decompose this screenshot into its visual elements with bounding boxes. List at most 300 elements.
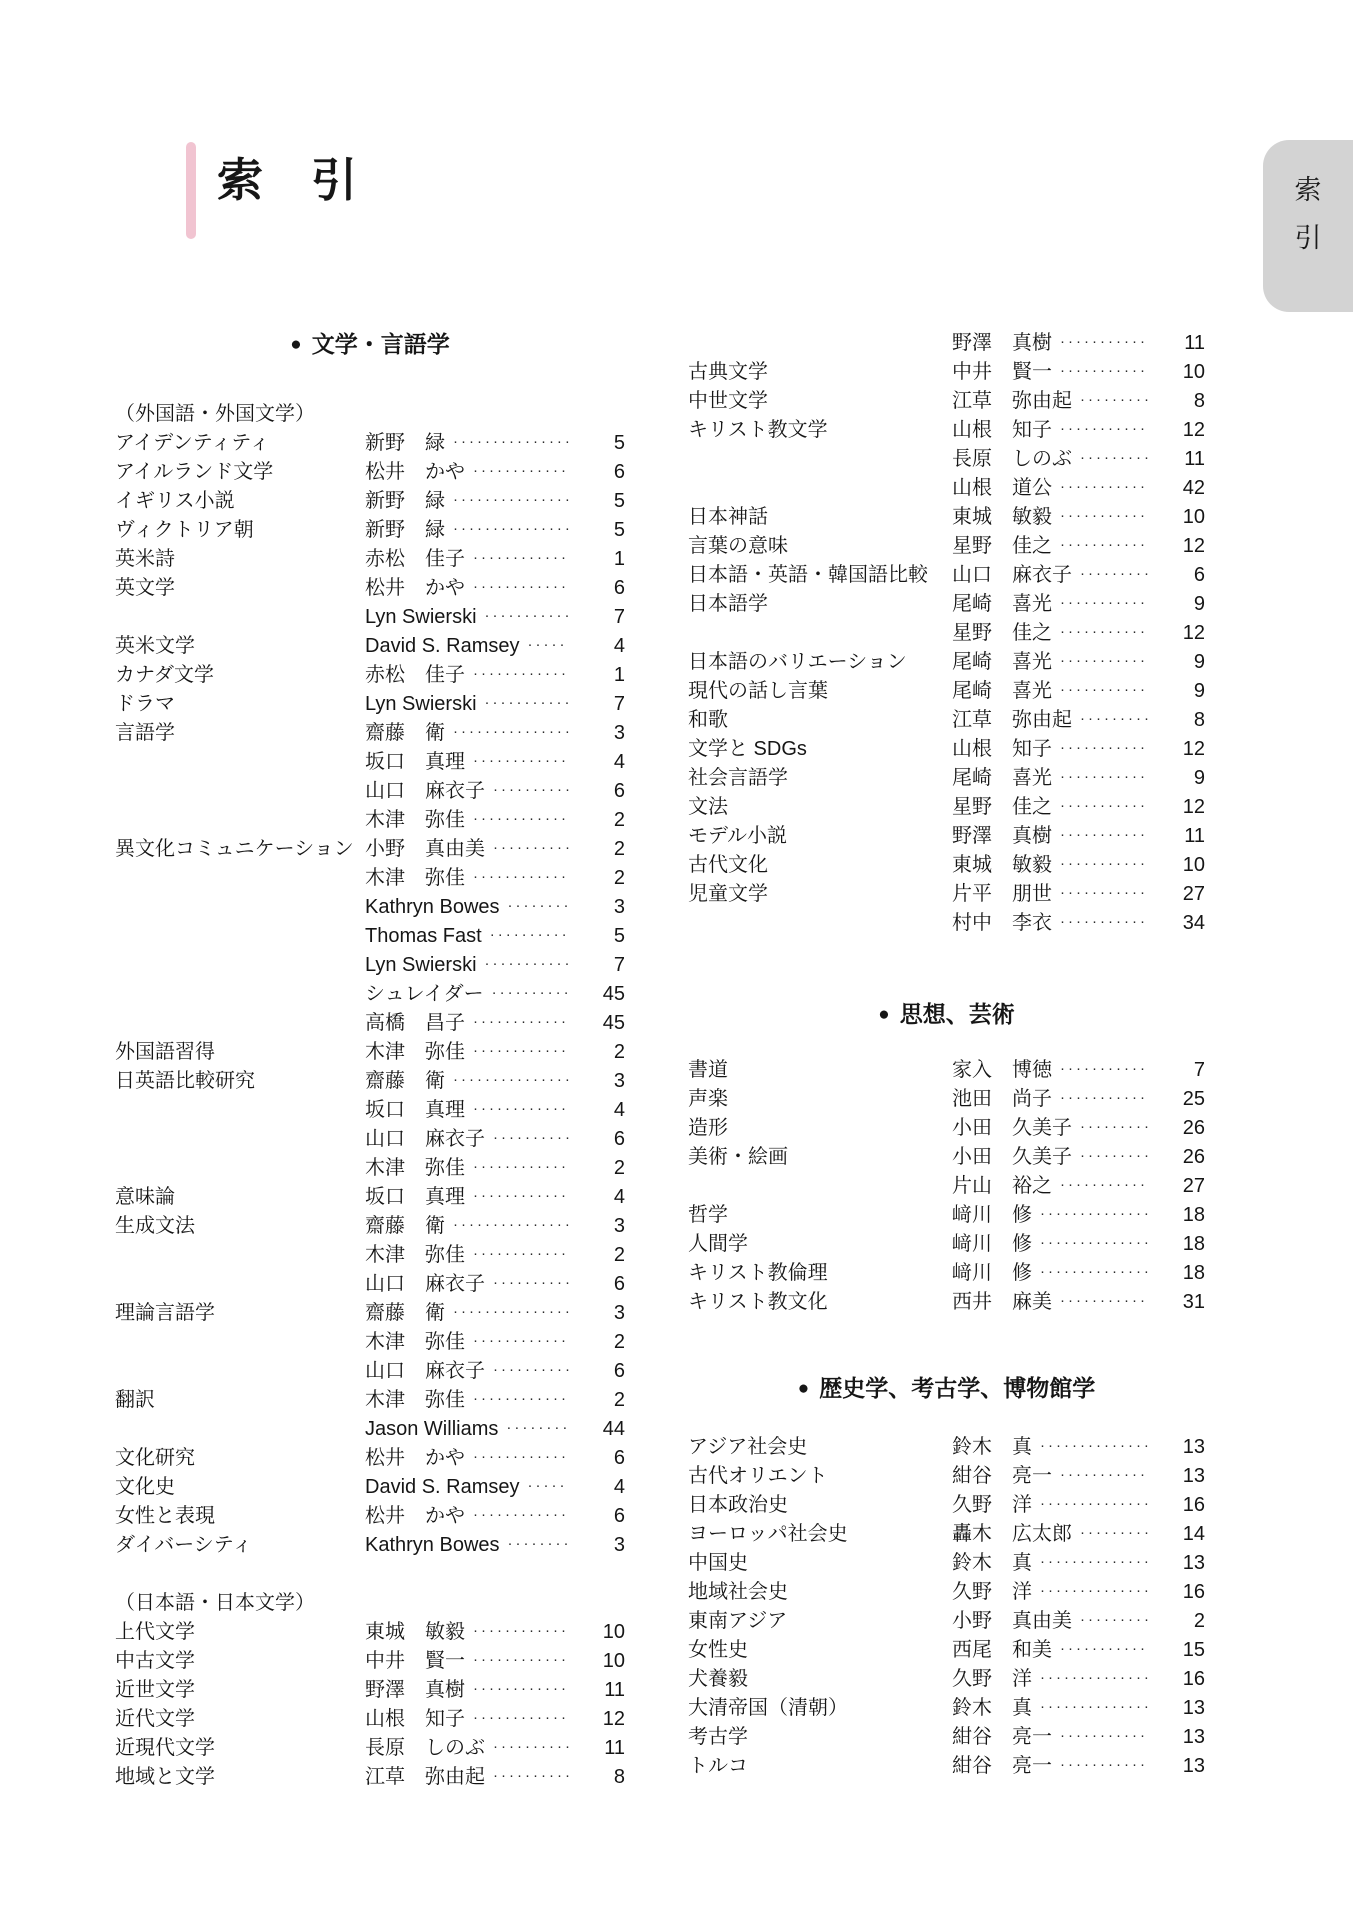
index-row bbox=[115, 661, 625, 690]
dot-leader bbox=[1080, 1141, 1149, 1170]
page-number: 9 bbox=[1193, 651, 1205, 673]
index-row bbox=[115, 1357, 625, 1386]
index-term: 英文学 bbox=[115, 577, 175, 599]
dot-leader bbox=[473, 1500, 569, 1529]
index-rows-history bbox=[688, 1433, 1205, 1781]
author-name: 西井 麻美 bbox=[952, 1291, 1052, 1313]
index-term: 文化研究 bbox=[115, 1447, 195, 1469]
author-name: 木津 弥佳 bbox=[365, 867, 465, 889]
author-name: 齋藤 衛 bbox=[365, 1302, 445, 1324]
page-number: 42 bbox=[1182, 477, 1205, 499]
page-number: 12 bbox=[1182, 738, 1205, 760]
page-number: 45 bbox=[602, 1012, 625, 1034]
dot-leader bbox=[473, 659, 569, 688]
index-row bbox=[688, 1491, 1205, 1520]
index-row bbox=[115, 516, 625, 545]
subsection-heading-japanese: （日本語・日本文学） bbox=[115, 1592, 315, 1614]
index-row bbox=[115, 1067, 625, 1096]
index-row bbox=[688, 590, 1205, 619]
author-name: Lyn Swierski bbox=[365, 954, 477, 976]
author-name: Kathryn Bowes bbox=[365, 896, 500, 918]
author-name: 山根 知子 bbox=[952, 419, 1052, 441]
author-name: 赤松 佳子 bbox=[365, 664, 465, 686]
page-number: 13 bbox=[1182, 1726, 1205, 1748]
author-name: David S. Ramsey bbox=[365, 1476, 520, 1498]
index-row bbox=[115, 806, 625, 835]
page-number: 10 bbox=[1182, 506, 1205, 528]
page-number: 25 bbox=[1182, 1088, 1205, 1110]
author-name: 紺谷 亮一 bbox=[952, 1726, 1052, 1748]
dot-leader bbox=[1040, 1576, 1149, 1605]
author-name: 松井 かや bbox=[365, 1447, 465, 1469]
page-number: 4 bbox=[613, 1186, 625, 1208]
dot-leader bbox=[508, 891, 569, 920]
index-row bbox=[688, 619, 1205, 648]
index-row bbox=[688, 445, 1205, 474]
index-term: 日本語学 bbox=[688, 593, 768, 615]
author-name: 久野 洋 bbox=[952, 1494, 1032, 1516]
page-number: 5 bbox=[613, 519, 625, 541]
author-name: 尾崎 喜光 bbox=[952, 651, 1052, 673]
author-name: 齋藤 衛 bbox=[365, 722, 445, 744]
author-name: 久野 洋 bbox=[952, 1581, 1032, 1603]
author-name: 江草 弥由起 bbox=[365, 1766, 485, 1788]
author-name: 中井 賢一 bbox=[952, 361, 1052, 383]
page-number: 3 bbox=[613, 896, 625, 918]
index-term: 女性史 bbox=[688, 1639, 748, 1661]
index-term: カナダ文学 bbox=[115, 664, 214, 686]
index-term: 近世文学 bbox=[115, 1679, 195, 1701]
page-number: 10 bbox=[1182, 854, 1205, 876]
index-term: 女性と表現 bbox=[115, 1505, 215, 1527]
page-number: 12 bbox=[1182, 796, 1205, 818]
page-number: 13 bbox=[1182, 1755, 1205, 1777]
dot-leader bbox=[473, 543, 569, 572]
page-number: 3 bbox=[613, 1534, 625, 1556]
dot-leader bbox=[473, 572, 569, 601]
index-row bbox=[115, 574, 625, 603]
index-row bbox=[688, 1636, 1205, 1665]
index-term: 外国語習得 bbox=[115, 1041, 215, 1063]
index-rows-japanese bbox=[115, 1618, 625, 1792]
page-number: 26 bbox=[1182, 1117, 1205, 1139]
index-row bbox=[688, 1085, 1205, 1114]
page-number: 13 bbox=[1182, 1552, 1205, 1574]
side-tab-label-1: 索 bbox=[1294, 175, 1322, 205]
author-name: 坂口 真理 bbox=[365, 751, 465, 773]
index-row bbox=[688, 329, 1205, 358]
page-number: 2 bbox=[613, 1244, 625, 1266]
page-number: 6 bbox=[613, 780, 625, 802]
dot-leader bbox=[1060, 1083, 1149, 1112]
author-name: 小田 久美子 bbox=[952, 1146, 1072, 1168]
author-name: 山口 麻衣子 bbox=[365, 1360, 485, 1382]
index-term: 古典文学 bbox=[688, 361, 768, 383]
dot-leader bbox=[453, 717, 569, 746]
index-row bbox=[688, 1230, 1205, 1259]
section-header-literature bbox=[115, 330, 625, 359]
dot-leader bbox=[485, 949, 569, 978]
author-name: 野澤 真樹 bbox=[365, 1679, 465, 1701]
author-name: 木津 弥佳 bbox=[365, 1389, 465, 1411]
index-row bbox=[115, 893, 625, 922]
index-term: 日本語のバリエーション bbox=[688, 651, 907, 673]
index-term: 英米詩 bbox=[115, 548, 175, 570]
index-row bbox=[688, 1694, 1205, 1723]
dot-leader bbox=[1060, 1286, 1149, 1315]
index-term: 地域社会史 bbox=[688, 1581, 788, 1603]
dot-leader bbox=[453, 485, 569, 514]
author-name: 江草 弥由起 bbox=[952, 390, 1072, 412]
dot-leader bbox=[1080, 559, 1149, 588]
dot-leader bbox=[485, 601, 569, 630]
index-row bbox=[115, 1473, 625, 1502]
section-header-thought-art bbox=[688, 1000, 1205, 1029]
index-term: 日本神話 bbox=[688, 506, 768, 528]
author-name: Kathryn Bowes bbox=[365, 1534, 500, 1556]
page-number: 6 bbox=[613, 1447, 625, 1469]
title-accent-bar bbox=[186, 142, 196, 239]
index-term: 大清帝国（清朝） bbox=[688, 1697, 848, 1719]
index-term: 言葉の意味 bbox=[688, 535, 788, 557]
page-number: 2 bbox=[613, 809, 625, 831]
index-row bbox=[688, 822, 1205, 851]
index-term: ドラマ bbox=[115, 693, 175, 715]
page-number: 10 bbox=[602, 1650, 625, 1672]
index-term: アイルランド文学 bbox=[115, 461, 274, 483]
dot-leader bbox=[473, 1674, 569, 1703]
index-row bbox=[115, 980, 625, 1009]
page-number: 3 bbox=[613, 722, 625, 744]
dot-leader bbox=[1060, 414, 1149, 443]
page-number: 18 bbox=[1182, 1204, 1205, 1226]
dot-leader bbox=[473, 1152, 569, 1181]
index-term: 中国史 bbox=[688, 1552, 748, 1574]
index-row bbox=[688, 677, 1205, 706]
index-term: トルコ bbox=[688, 1755, 748, 1777]
author-name: David S. Ramsey bbox=[365, 635, 520, 657]
index-term: ダイバーシティ bbox=[115, 1534, 253, 1556]
author-name: 山口 麻衣子 bbox=[952, 564, 1072, 586]
index-row bbox=[115, 1328, 625, 1357]
dot-leader bbox=[453, 1065, 569, 1094]
index-row bbox=[115, 1038, 625, 1067]
dot-leader bbox=[473, 1326, 569, 1355]
index-rows-continuation bbox=[688, 329, 1205, 938]
page-number: 9 bbox=[1193, 767, 1205, 789]
index-row bbox=[115, 1618, 625, 1647]
author-name: 山口 麻衣子 bbox=[365, 1273, 485, 1295]
index-term: 美術・絵画 bbox=[688, 1146, 788, 1168]
dot-leader bbox=[473, 1036, 569, 1065]
author-name: 木津 弥佳 bbox=[365, 1041, 465, 1063]
index-term: 異文化コミュニケーション bbox=[115, 838, 354, 860]
dot-leader bbox=[473, 1616, 569, 1645]
author-name: 鈴木 真 bbox=[952, 1697, 1032, 1719]
page-number: 1 bbox=[613, 548, 625, 570]
index-term: イギリス小説 bbox=[115, 490, 235, 512]
dot-leader bbox=[506, 1413, 569, 1442]
dot-leader bbox=[1060, 1750, 1149, 1779]
author-name: 尾崎 喜光 bbox=[952, 680, 1052, 702]
index-term: キリスト教文学 bbox=[688, 419, 828, 441]
author-name: 松井 かや bbox=[365, 1505, 465, 1527]
section-header-literature-label: 文学・言語学 bbox=[311, 331, 450, 357]
dot-leader bbox=[1080, 443, 1149, 472]
author-name: 星野 佳之 bbox=[952, 796, 1052, 818]
dot-leader bbox=[473, 862, 569, 891]
dot-leader bbox=[493, 1268, 569, 1297]
index-row bbox=[688, 1433, 1205, 1462]
dot-leader bbox=[1080, 1112, 1149, 1141]
author-name: 木津 弥佳 bbox=[365, 1157, 465, 1179]
author-name: 﨑川 修 bbox=[952, 1262, 1032, 1284]
index-term: 声楽 bbox=[688, 1088, 728, 1110]
page-number: 8 bbox=[1193, 390, 1205, 412]
index-term: 文学と SDGs bbox=[688, 738, 807, 760]
index-row bbox=[115, 1531, 625, 1560]
index-term: 書道 bbox=[688, 1059, 728, 1081]
page-number: 5 bbox=[613, 490, 625, 512]
dot-leader bbox=[473, 1239, 569, 1268]
index-row bbox=[115, 690, 625, 719]
index-rows-foreign bbox=[115, 429, 625, 1560]
dot-leader bbox=[528, 1471, 570, 1500]
index-row bbox=[688, 1578, 1205, 1607]
author-name: 山根 知子 bbox=[365, 1708, 465, 1730]
page-number: 6 bbox=[613, 1360, 625, 1382]
index-term: 理論言語学 bbox=[115, 1302, 215, 1324]
author-name: 高橋 昌子 bbox=[365, 1012, 465, 1034]
page-number: 7 bbox=[613, 954, 625, 976]
page-number: 2 bbox=[613, 1157, 625, 1179]
author-name: 坂口 真理 bbox=[365, 1186, 465, 1208]
author-name: シュレイダー bbox=[365, 983, 484, 1005]
page-number: 9 bbox=[1193, 593, 1205, 615]
author-name: Lyn Swierski bbox=[365, 693, 477, 715]
author-name: 坂口 真理 bbox=[365, 1099, 465, 1121]
index-term: 上代文学 bbox=[115, 1621, 195, 1643]
author-name: 﨑川 修 bbox=[952, 1233, 1032, 1255]
index-row bbox=[115, 1241, 625, 1270]
dot-leader bbox=[1060, 588, 1149, 617]
page-number: 45 bbox=[602, 983, 625, 1005]
dot-leader bbox=[473, 804, 569, 833]
index-term: ヨーロッパ社会史 bbox=[688, 1523, 848, 1545]
index-row bbox=[115, 1154, 625, 1183]
page-number: 8 bbox=[613, 1766, 625, 1788]
page-number: 2 bbox=[613, 1331, 625, 1353]
dot-leader bbox=[1040, 1431, 1149, 1460]
index-row bbox=[688, 1288, 1205, 1317]
index-term: 人間学 bbox=[688, 1233, 748, 1255]
index-row bbox=[115, 864, 625, 893]
index-row bbox=[115, 1734, 625, 1763]
side-tab-inner bbox=[1263, 140, 1353, 262]
index-row bbox=[688, 1723, 1205, 1752]
index-row bbox=[115, 1763, 625, 1792]
index-row bbox=[688, 416, 1205, 445]
dot-leader bbox=[473, 1703, 569, 1732]
page-number: 16 bbox=[1182, 1581, 1205, 1603]
index-row bbox=[688, 1172, 1205, 1201]
index-row bbox=[115, 1676, 625, 1705]
page-number: 27 bbox=[1182, 883, 1205, 905]
index-term: 古代文化 bbox=[688, 854, 768, 876]
index-row bbox=[115, 1096, 625, 1125]
index-term: 文法 bbox=[688, 796, 728, 818]
index-row bbox=[115, 922, 625, 951]
page-number: 16 bbox=[1182, 1668, 1205, 1690]
index-row bbox=[115, 1386, 625, 1415]
dot-leader bbox=[453, 1297, 569, 1326]
index-row bbox=[115, 835, 625, 864]
author-name: 小田 久美子 bbox=[952, 1117, 1072, 1139]
dot-leader bbox=[1040, 1663, 1149, 1692]
index-row bbox=[115, 1009, 625, 1038]
index-row bbox=[688, 880, 1205, 909]
author-name: Jason Williams bbox=[365, 1418, 499, 1440]
author-name: 鈴木 真 bbox=[952, 1436, 1032, 1458]
page-number: 13 bbox=[1182, 1436, 1205, 1458]
page-number: 1 bbox=[613, 664, 625, 686]
index-rows-thought-art bbox=[688, 1056, 1205, 1317]
index-row bbox=[688, 1056, 1205, 1085]
dot-leader bbox=[1040, 1692, 1149, 1721]
dot-leader bbox=[1040, 1228, 1149, 1257]
dot-leader bbox=[1060, 617, 1149, 646]
dot-leader bbox=[1060, 1634, 1149, 1663]
index-row bbox=[688, 358, 1205, 387]
dot-leader bbox=[1060, 733, 1149, 762]
author-name: 野澤 真樹 bbox=[952, 332, 1052, 354]
index-term: 造形 bbox=[688, 1117, 728, 1139]
dot-leader bbox=[453, 514, 569, 543]
page-number: 26 bbox=[1182, 1146, 1205, 1168]
index-term: 中古文学 bbox=[115, 1650, 195, 1672]
dot-leader bbox=[1080, 385, 1149, 414]
author-name: 赤松 佳子 bbox=[365, 548, 465, 570]
dot-leader bbox=[508, 1529, 569, 1558]
page-number: 44 bbox=[602, 1418, 625, 1440]
index-row bbox=[115, 1270, 625, 1299]
dot-leader bbox=[1060, 1054, 1149, 1083]
dot-leader bbox=[493, 1732, 569, 1761]
subsection-heading-foreign: （外国語・外国文学） bbox=[115, 403, 315, 425]
index-row bbox=[115, 951, 625, 980]
dot-leader bbox=[1060, 878, 1149, 907]
dot-leader bbox=[1040, 1547, 1149, 1576]
dot-leader bbox=[1060, 791, 1149, 820]
index-row bbox=[688, 851, 1205, 880]
dot-leader bbox=[1060, 820, 1149, 849]
index-row bbox=[688, 1752, 1205, 1781]
index-term: 社会言語学 bbox=[688, 767, 788, 789]
index-term: キリスト教倫理 bbox=[688, 1262, 828, 1284]
index-row bbox=[688, 1259, 1205, 1288]
index-row bbox=[688, 793, 1205, 822]
index-row bbox=[115, 719, 625, 748]
dot-leader bbox=[493, 1355, 569, 1384]
index-row bbox=[115, 1125, 625, 1154]
page-number: 10 bbox=[602, 1621, 625, 1643]
author-name: Lyn Swierski bbox=[365, 606, 477, 628]
index-row bbox=[115, 1444, 625, 1473]
page-number: 9 bbox=[1193, 680, 1205, 702]
page-number: 7 bbox=[613, 606, 625, 628]
page-title: 索 引 bbox=[217, 154, 358, 206]
page-number: 2 bbox=[613, 838, 625, 860]
dot-leader bbox=[1040, 1489, 1149, 1518]
index-row bbox=[688, 474, 1205, 503]
dot-leader bbox=[1060, 675, 1149, 704]
author-name: 村中 李衣 bbox=[952, 912, 1052, 934]
page-number: 27 bbox=[1182, 1175, 1205, 1197]
author-name: 木津 弥佳 bbox=[365, 1244, 465, 1266]
index-term: 日本語・英語・韓国語比較 bbox=[688, 564, 928, 586]
author-name: 家入 博徳 bbox=[952, 1059, 1052, 1081]
right-column bbox=[688, 329, 1205, 1781]
author-name: 長原 しのぶ bbox=[365, 1737, 485, 1759]
dot-leader bbox=[1080, 1605, 1149, 1634]
index-row bbox=[115, 1299, 625, 1328]
page-number: 16 bbox=[1182, 1494, 1205, 1516]
author-name: 星野 佳之 bbox=[952, 535, 1052, 557]
dot-leader bbox=[1060, 646, 1149, 675]
author-name: 西尾 和美 bbox=[952, 1639, 1052, 1661]
dot-leader bbox=[528, 630, 570, 659]
page-number: 2 bbox=[613, 1041, 625, 1063]
index-term: 文化史 bbox=[115, 1476, 175, 1498]
author-name: Thomas Fast bbox=[365, 925, 482, 947]
page-number: 10 bbox=[1182, 361, 1205, 383]
author-name: 小野 真由美 bbox=[952, 1610, 1072, 1632]
dot-leader bbox=[473, 1007, 569, 1036]
left-column bbox=[115, 330, 625, 1792]
page-number: 3 bbox=[613, 1215, 625, 1237]
dot-leader bbox=[453, 427, 569, 456]
index-term: 現代の話し言葉 bbox=[688, 680, 828, 702]
index-row bbox=[688, 503, 1205, 532]
index-row bbox=[688, 706, 1205, 735]
author-name: 紺谷 亮一 bbox=[952, 1755, 1052, 1777]
dot-leader bbox=[1060, 907, 1149, 936]
dot-leader bbox=[493, 775, 569, 804]
index-row bbox=[115, 603, 625, 632]
author-name: 野澤 真樹 bbox=[952, 825, 1052, 847]
dot-leader bbox=[1060, 530, 1149, 559]
dot-leader bbox=[473, 1442, 569, 1471]
index-row bbox=[115, 429, 625, 458]
dot-leader bbox=[1040, 1199, 1149, 1228]
index-row bbox=[115, 748, 625, 777]
index-row bbox=[688, 1462, 1205, 1491]
index-row bbox=[115, 545, 625, 574]
author-name: 東城 敏毅 bbox=[952, 506, 1052, 528]
index-term: 和歌 bbox=[688, 709, 728, 731]
index-term: ヴィクトリア朝 bbox=[115, 519, 254, 541]
index-row bbox=[688, 648, 1205, 677]
page-number: 31 bbox=[1182, 1291, 1205, 1313]
index-row bbox=[688, 1201, 1205, 1230]
index-row bbox=[115, 1705, 625, 1734]
index-row bbox=[688, 1607, 1205, 1636]
page-number: 2 bbox=[613, 867, 625, 889]
author-name: 新野 緑 bbox=[365, 490, 445, 512]
bullet-icon: ● bbox=[797, 1378, 810, 1399]
dot-leader bbox=[473, 456, 569, 485]
dot-leader bbox=[1080, 704, 1149, 733]
